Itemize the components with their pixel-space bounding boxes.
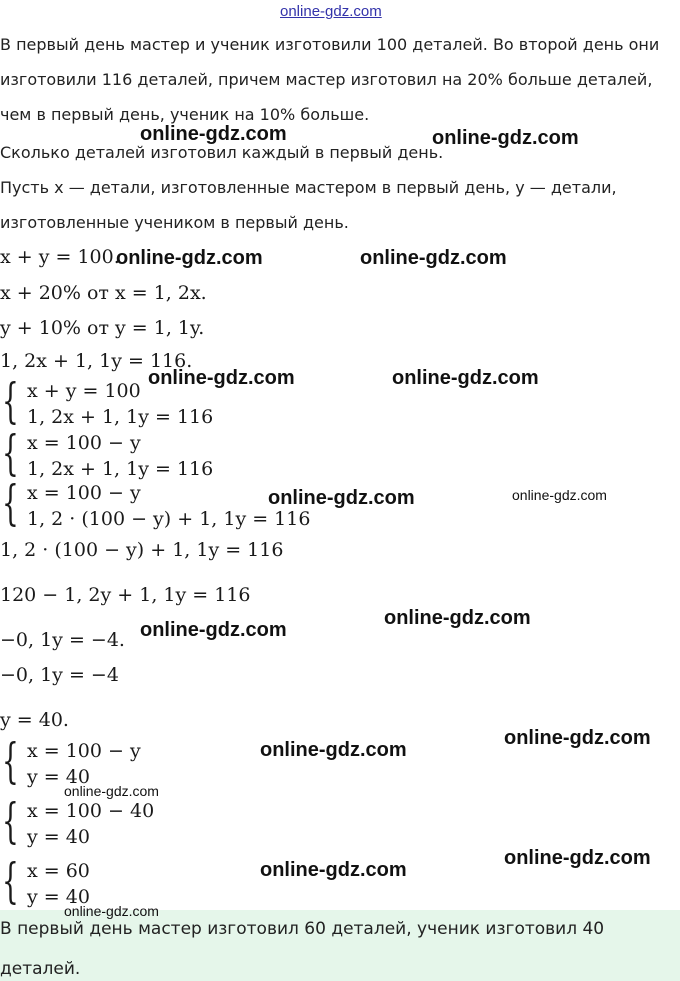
equation-student: y + 10% от y = 1, 1y. [0,317,205,339]
watermark: online-gdz.com [268,487,415,509]
equation-substituted: 1, 2 · (100 − y) + 1, 1y = 116 [0,539,284,561]
system-4-row-1: x = 100 − y [27,740,141,762]
system-brace: { [2,373,19,429]
site-watermark-top[interactable]: online-gdz.com [280,3,382,20]
watermark: online-gdz.com [504,847,651,869]
system-2-row-1: x = 100 − y [27,432,141,454]
watermark: online-gdz.com [148,367,295,389]
system-brace: { [2,425,19,481]
watermark: online-gdz.com [504,727,651,749]
watermark: online-gdz.com [432,127,579,149]
problem-line-1: В первый день мастер и ученик изготовили 100 деталей. Во второй день они [0,35,660,54]
system-brace: { [2,733,19,789]
system-6-row-2: y = 40 [27,886,90,908]
watermark: online-gdz.com [384,607,531,629]
system-brace: { [2,853,19,909]
system-2-row-2: 1, 2x + 1, 1y = 116 [27,458,214,480]
problem-line-2: изготовили 116 деталей, причем мастер изготовил на 20% больше деталей, [0,70,653,89]
answer-line-1: В первый день мастер изготовил 60 деталей, ученик изготовил 40 [0,919,605,939]
system-6-row-1: x = 60 [27,860,90,882]
watermark: online-gdz.com [116,247,263,269]
problem-question: Сколько деталей изготовил каждый в первый день. [0,143,444,162]
equation-second-day: 1, 2x + 1, 1y = 116. [0,350,193,372]
problem-line-3: чем в первый день, ученик на 10% больше. [0,105,370,124]
watermark: online-gdz.com [260,739,407,761]
system-1-row-1: x + y = 100 [27,380,141,402]
watermark: online-gdz.com [260,859,407,881]
system-1-row-2: 1, 2x + 1, 1y = 116 [27,406,214,428]
answer-line-2: деталей. [0,959,81,979]
solution-intro-2: изготовленные учеником в первый день. [0,213,349,232]
watermark: online-gdz.com [360,247,507,269]
equation-simplified-repeat: −0, 1y = −4 [0,664,119,686]
equation-master: x + 20% от x = 1, 2x. [0,282,207,304]
answer-box [0,910,680,981]
system-5-row-2: y = 40 [27,826,90,848]
equation-simplified: −0, 1y = −4. [0,629,125,651]
system-3-row-1: x = 100 − y [27,482,141,504]
system-3-row-2: 1, 2 · (100 − y) + 1, 1y = 116 [27,508,311,530]
equation-y-result: y = 40. [0,709,69,731]
watermark: online-gdz.com [64,783,159,799]
watermark: online-gdz.com [140,619,287,641]
solution-intro-1: Пусть x — детали, изготовленные мастером в первый день, y — детали, [0,178,617,197]
system-brace: { [2,475,19,531]
watermark: online-gdz.com [64,903,159,919]
system-brace: { [2,793,19,849]
system-5-row-1: x = 100 − 40 [27,800,155,822]
equation-sum: x + y = 100. [0,246,120,268]
watermark: online-gdz.com [392,367,539,389]
watermark: online-gdz.com [140,123,287,145]
system-4-row-2: y = 40 [27,766,90,788]
watermark: online-gdz.com [512,487,607,503]
equation-expanded: 120 − 1, 2y + 1, 1y = 116 [0,584,251,606]
